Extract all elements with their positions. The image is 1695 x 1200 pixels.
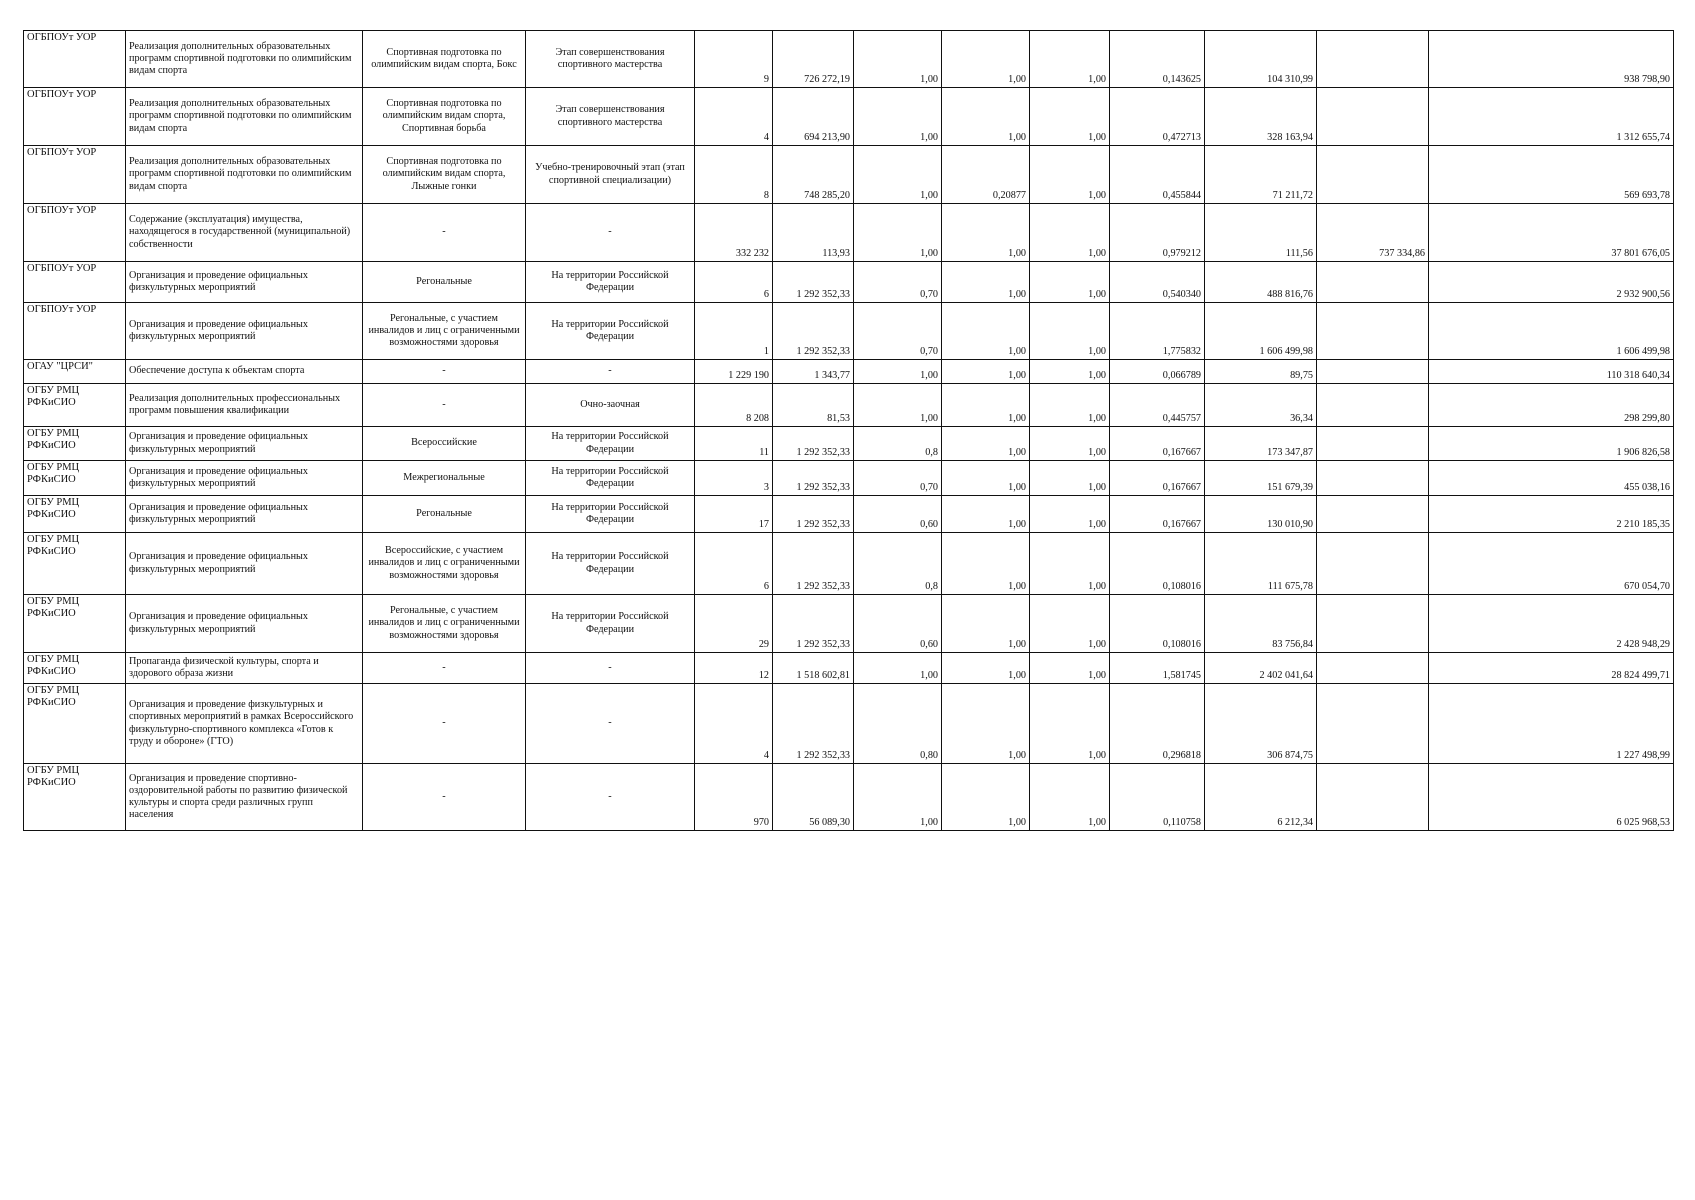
category-cell: Регональные (363, 496, 526, 533)
property-cost-cell (1317, 262, 1429, 303)
coefficient-2-cell: 1,00 (942, 360, 1030, 384)
property-cost-cell (1317, 684, 1429, 764)
total-amount-cell: 1 906 826,58 (1429, 427, 1674, 461)
coefficient-3-cell: 1,00 (1030, 384, 1110, 427)
table-row (24, 653, 1674, 684)
base-cost-cell: 1 292 352,33 (773, 496, 854, 533)
total-amount-cell: 6 025 968,53 (1429, 764, 1674, 831)
normative-cost-cell: 130 010,90 (1205, 496, 1317, 533)
category-cell: - (363, 684, 526, 764)
table-row (24, 461, 1674, 496)
base-cost-cell: 1 343,77 (773, 360, 854, 384)
organization-cell: ОГБПОУт УОР (24, 303, 126, 360)
coefficient-1-cell: 0,8 (854, 427, 942, 461)
coefficient-3-cell: 1,00 (1030, 533, 1110, 595)
table-row (24, 427, 1674, 461)
normative-cost-cell: 328 163,94 (1205, 88, 1317, 146)
coefficient-2-cell: 1,00 (942, 262, 1030, 303)
organization-cell: ОГБУ РМЦ РФКиСИО (24, 595, 126, 653)
service-name-cell: Организация и проведение официальных физкультурных мероприятий (126, 427, 363, 461)
correction-coefficient-cell: 0,143625 (1110, 31, 1205, 88)
coefficient-1-cell: 1,00 (854, 360, 942, 384)
condition-cell: Этап совершенствования спортивного мастерства (526, 31, 695, 88)
base-cost-cell: 81,53 (773, 384, 854, 427)
correction-coefficient-cell: 0,296818 (1110, 684, 1205, 764)
base-cost-cell: 694 213,90 (773, 88, 854, 146)
table-row (24, 684, 1674, 764)
table-row (24, 88, 1674, 146)
volume-cell: 1 229 190 (695, 360, 773, 384)
service-name-cell: Реализация дополнительных образовательных программ спортивной подготовки по олимпийским видам спорта (126, 88, 363, 146)
normative-cost-cell: 111,56 (1205, 204, 1317, 262)
coefficient-1-cell: 0,70 (854, 262, 942, 303)
volume-cell: 29 (695, 595, 773, 653)
coefficient-3-cell: 1,00 (1030, 427, 1110, 461)
coefficient-1-cell: 0,8 (854, 533, 942, 595)
service-name-cell: Содержание (эксплуатация) имущества, находящегося в государственной (муниципальной) собственности (126, 204, 363, 262)
service-name-cell: Реализация дополнительных образовательных программ спортивной подготовки по олимпийским видам спорта (126, 146, 363, 204)
coefficient-1-cell: 0,60 (854, 595, 942, 653)
coefficient-2-cell: 1,00 (942, 303, 1030, 360)
table-body (24, 31, 1674, 831)
organization-cell: ОГБУ РМЦ РФКиСИО (24, 496, 126, 533)
correction-coefficient-cell: 0,472713 (1110, 88, 1205, 146)
condition-cell: - (526, 764, 695, 831)
organization-cell: ОГБУ РМЦ РФКиСИО (24, 533, 126, 595)
volume-cell: 332 232 (695, 204, 773, 262)
volume-cell: 4 (695, 684, 773, 764)
category-cell: Всероссийские (363, 427, 526, 461)
service-name-cell: Организация и проведение официальных физкультурных мероприятий (126, 595, 363, 653)
total-amount-cell: 670 054,70 (1429, 533, 1674, 595)
correction-coefficient-cell: 0,979212 (1110, 204, 1205, 262)
subsidy-calculation-table (23, 30, 1674, 831)
organization-cell: ОГБУ РМЦ РФКиСИО (24, 684, 126, 764)
coefficient-3-cell: 1,00 (1030, 684, 1110, 764)
property-cost-cell (1317, 88, 1429, 146)
service-name-cell: Пропаганда физической культуры, спорта и здорового образа жизни (126, 653, 363, 684)
category-cell: Регональные, с участием инвалидов и лиц с ограниченными возможностями здоровья (363, 595, 526, 653)
normative-cost-cell: 2 402 041,64 (1205, 653, 1317, 684)
coefficient-3-cell: 1,00 (1030, 262, 1110, 303)
organization-cell: ОГБПОУт УОР (24, 88, 126, 146)
correction-coefficient-cell: 1,775832 (1110, 303, 1205, 360)
coefficient-3-cell: 1,00 (1030, 303, 1110, 360)
base-cost-cell: 1 292 352,33 (773, 262, 854, 303)
category-cell: - (363, 653, 526, 684)
service-name-cell: Организация и проведение официальных физкультурных мероприятий (126, 533, 363, 595)
correction-coefficient-cell: 0,108016 (1110, 533, 1205, 595)
base-cost-cell: 1 292 352,33 (773, 427, 854, 461)
organization-cell: ОГБУ РМЦ РФКиСИО (24, 461, 126, 496)
table-row (24, 764, 1674, 831)
coefficient-1-cell: 1,00 (854, 764, 942, 831)
volume-cell: 6 (695, 262, 773, 303)
total-amount-cell: 1 312 655,74 (1429, 88, 1674, 146)
condition-cell: На территории Российской Федерации (526, 262, 695, 303)
service-name-cell: Организация и проведение официальных физкультурных мероприятий (126, 496, 363, 533)
property-cost-cell (1317, 146, 1429, 204)
property-cost-cell (1317, 461, 1429, 496)
condition-cell: - (526, 204, 695, 262)
condition-cell: - (526, 653, 695, 684)
property-cost-cell (1317, 360, 1429, 384)
coefficient-2-cell: 1,00 (942, 204, 1030, 262)
coefficient-1-cell: 1,00 (854, 384, 942, 427)
normative-cost-cell: 36,34 (1205, 384, 1317, 427)
condition-cell: Очно-заочная (526, 384, 695, 427)
correction-coefficient-cell: 0,445757 (1110, 384, 1205, 427)
normative-cost-cell: 104 310,99 (1205, 31, 1317, 88)
coefficient-2-cell: 1,00 (942, 31, 1030, 88)
coefficient-3-cell: 1,00 (1030, 204, 1110, 262)
total-amount-cell: 455 038,16 (1429, 461, 1674, 496)
total-amount-cell: 298 299,80 (1429, 384, 1674, 427)
organization-cell: ОГБУ РМЦ РФКиСИО (24, 764, 126, 831)
normative-cost-cell: 89,75 (1205, 360, 1317, 384)
coefficient-2-cell: 1,00 (942, 595, 1030, 653)
normative-cost-cell: 173 347,87 (1205, 427, 1317, 461)
category-cell: - (363, 204, 526, 262)
correction-coefficient-cell: 0,167667 (1110, 427, 1205, 461)
table-row (24, 262, 1674, 303)
table-row (24, 303, 1674, 360)
service-name-cell: Обеспечение доступа к объектам спорта (126, 360, 363, 384)
volume-cell: 1 (695, 303, 773, 360)
base-cost-cell: 1 292 352,33 (773, 595, 854, 653)
condition-cell: На территории Российской Федерации (526, 595, 695, 653)
volume-cell: 17 (695, 496, 773, 533)
service-name-cell: Организация и проведение официальных физкультурных мероприятий (126, 262, 363, 303)
coefficient-2-cell: 1,00 (942, 764, 1030, 831)
correction-coefficient-cell: 0,167667 (1110, 461, 1205, 496)
total-amount-cell: 28 824 499,71 (1429, 653, 1674, 684)
coefficient-3-cell: 1,00 (1030, 764, 1110, 831)
table-row (24, 496, 1674, 533)
category-cell: Регональные, с участием инвалидов и лиц с ограниченными возможностями здоровья (363, 303, 526, 360)
coefficient-2-cell: 1,00 (942, 88, 1030, 146)
condition-cell: - (526, 360, 695, 384)
total-amount-cell: 1 606 499,98 (1429, 303, 1674, 360)
volume-cell: 970 (695, 764, 773, 831)
coefficient-1-cell: 0,60 (854, 496, 942, 533)
table-row (24, 595, 1674, 653)
table-row (24, 533, 1674, 595)
correction-coefficient-cell: 1,581745 (1110, 653, 1205, 684)
organization-cell: ОГБУ РМЦ РФКиСИО (24, 384, 126, 427)
organization-cell: ОГБПОУт УОР (24, 204, 126, 262)
property-cost-cell: 737 334,86 (1317, 204, 1429, 262)
normative-cost-cell: 83 756,84 (1205, 595, 1317, 653)
category-cell: Спортивная подготовка по олимпийским видам спорта, Спортивная борьба (363, 88, 526, 146)
property-cost-cell (1317, 595, 1429, 653)
coefficient-2-cell: 1,00 (942, 461, 1030, 496)
base-cost-cell: 56 089,30 (773, 764, 854, 831)
normative-cost-cell: 111 675,78 (1205, 533, 1317, 595)
volume-cell: 4 (695, 88, 773, 146)
volume-cell: 9 (695, 31, 773, 88)
coefficient-2-cell: 1,00 (942, 496, 1030, 533)
table-row (24, 31, 1674, 88)
condition-cell: - (526, 684, 695, 764)
organization-cell: ОГБУ РМЦ РФКиСИО (24, 653, 126, 684)
service-name-cell: Реализация дополнительных профессиональных программ повышения квалификации (126, 384, 363, 427)
correction-coefficient-cell: 0,540340 (1110, 262, 1205, 303)
correction-coefficient-cell: 0,110758 (1110, 764, 1205, 831)
coefficient-2-cell: 1,00 (942, 427, 1030, 461)
category-cell: Всероссийские, с участием инвалидов и лиц с ограниченными возможностями здоровья (363, 533, 526, 595)
volume-cell: 8 (695, 146, 773, 204)
correction-coefficient-cell: 0,167667 (1110, 496, 1205, 533)
coefficient-1-cell: 0,70 (854, 461, 942, 496)
coefficient-1-cell: 1,00 (854, 146, 942, 204)
coefficient-1-cell: 0,70 (854, 303, 942, 360)
total-amount-cell: 2 210 185,35 (1429, 496, 1674, 533)
property-cost-cell (1317, 384, 1429, 427)
category-cell: Спортивная подготовка по олимпийским видам спорта, Бокс (363, 31, 526, 88)
condition-cell: Учебно-тренировочный этап (этап спортивной специализации) (526, 146, 695, 204)
category-cell: Спортивная подготовка по олимпийским видам спорта, Лыжные гонки (363, 146, 526, 204)
coefficient-3-cell: 1,00 (1030, 31, 1110, 88)
coefficient-1-cell: 1,00 (854, 31, 942, 88)
total-amount-cell: 37 801 676,05 (1429, 204, 1674, 262)
base-cost-cell: 1 292 352,33 (773, 461, 854, 496)
volume-cell: 6 (695, 533, 773, 595)
service-name-cell: Организация и проведение спортивно-оздоровительной работы по развитию физической культуры и спорта среди различных групп населения (126, 764, 363, 831)
condition-cell: На территории Российской Федерации (526, 427, 695, 461)
base-cost-cell: 113,93 (773, 204, 854, 262)
property-cost-cell (1317, 427, 1429, 461)
total-amount-cell: 569 693,78 (1429, 146, 1674, 204)
coefficient-2-cell: 1,00 (942, 384, 1030, 427)
coefficient-3-cell: 1,00 (1030, 146, 1110, 204)
coefficient-3-cell: 1,00 (1030, 461, 1110, 496)
normative-cost-cell: 1 606 499,98 (1205, 303, 1317, 360)
volume-cell: 12 (695, 653, 773, 684)
organization-cell: ОГБПОУт УОР (24, 31, 126, 88)
category-cell: Регональные (363, 262, 526, 303)
condition-cell: На территории Российской Федерации (526, 461, 695, 496)
service-name-cell: Организация и проведение официальных физкультурных мероприятий (126, 303, 363, 360)
total-amount-cell: 2 932 900,56 (1429, 262, 1674, 303)
property-cost-cell (1317, 31, 1429, 88)
coefficient-2-cell: 1,00 (942, 653, 1030, 684)
total-amount-cell: 1 227 498,99 (1429, 684, 1674, 764)
coefficient-1-cell: 1,00 (854, 653, 942, 684)
base-cost-cell: 1 292 352,33 (773, 684, 854, 764)
base-cost-cell: 726 272,19 (773, 31, 854, 88)
coefficient-2-cell: 0,20877 (942, 146, 1030, 204)
organization-cell: ОГБПОУт УОР (24, 146, 126, 204)
coefficient-3-cell: 1,00 (1030, 360, 1110, 384)
condition-cell: На территории Российской Федерации (526, 496, 695, 533)
condition-cell: Этап совершенствования спортивного мастерства (526, 88, 695, 146)
table-row (24, 384, 1674, 427)
category-cell: - (363, 384, 526, 427)
property-cost-cell (1317, 496, 1429, 533)
organization-cell: ОГБУ РМЦ РФКиСИО (24, 427, 126, 461)
condition-cell: На территории Российской Федерации (526, 303, 695, 360)
category-cell: Межрегиональные (363, 461, 526, 496)
property-cost-cell (1317, 764, 1429, 831)
base-cost-cell: 748 285,20 (773, 146, 854, 204)
condition-cell: На территории Российской Федерации (526, 533, 695, 595)
correction-coefficient-cell: 0,455844 (1110, 146, 1205, 204)
normative-cost-cell: 488 816,76 (1205, 262, 1317, 303)
category-cell: - (363, 764, 526, 831)
category-cell: - (363, 360, 526, 384)
table-row (24, 146, 1674, 204)
service-name-cell: Реализация дополнительных образовательных программ спортивной подготовки по олимпийским видам спорта (126, 31, 363, 88)
coefficient-1-cell: 1,00 (854, 88, 942, 146)
coefficient-3-cell: 1,00 (1030, 595, 1110, 653)
base-cost-cell: 1 292 352,33 (773, 303, 854, 360)
coefficient-2-cell: 1,00 (942, 533, 1030, 595)
property-cost-cell (1317, 653, 1429, 684)
normative-cost-cell: 6 212,34 (1205, 764, 1317, 831)
service-name-cell: Организация и проведение официальных физкультурных мероприятий (126, 461, 363, 496)
property-cost-cell (1317, 303, 1429, 360)
normative-cost-cell: 306 874,75 (1205, 684, 1317, 764)
property-cost-cell (1317, 533, 1429, 595)
total-amount-cell: 2 428 948,29 (1429, 595, 1674, 653)
coefficient-3-cell: 1,00 (1030, 496, 1110, 533)
coefficient-1-cell: 1,00 (854, 204, 942, 262)
normative-cost-cell: 151 679,39 (1205, 461, 1317, 496)
total-amount-cell: 110 318 640,34 (1429, 360, 1674, 384)
coefficient-3-cell: 1,00 (1030, 653, 1110, 684)
volume-cell: 8 208 (695, 384, 773, 427)
correction-coefficient-cell: 0,066789 (1110, 360, 1205, 384)
table-row (24, 360, 1674, 384)
coefficient-1-cell: 0,80 (854, 684, 942, 764)
service-name-cell: Организация и проведение физкультурных и спортивных мероприятий в рамках Всероссийского физкультурно-спортивного комплекса «Готов к труду и обороне» (ГТО) (126, 684, 363, 764)
volume-cell: 11 (695, 427, 773, 461)
table-row (24, 204, 1674, 262)
volume-cell: 3 (695, 461, 773, 496)
coefficient-2-cell: 1,00 (942, 684, 1030, 764)
normative-cost-cell: 71 211,72 (1205, 146, 1317, 204)
coefficient-3-cell: 1,00 (1030, 88, 1110, 146)
base-cost-cell: 1 292 352,33 (773, 533, 854, 595)
organization-cell: ОГАУ "ЦРСИ" (24, 360, 126, 384)
correction-coefficient-cell: 0,108016 (1110, 595, 1205, 653)
base-cost-cell: 1 518 602,81 (773, 653, 854, 684)
total-amount-cell: 938 798,90 (1429, 31, 1674, 88)
organization-cell: ОГБПОУт УОР (24, 262, 126, 303)
